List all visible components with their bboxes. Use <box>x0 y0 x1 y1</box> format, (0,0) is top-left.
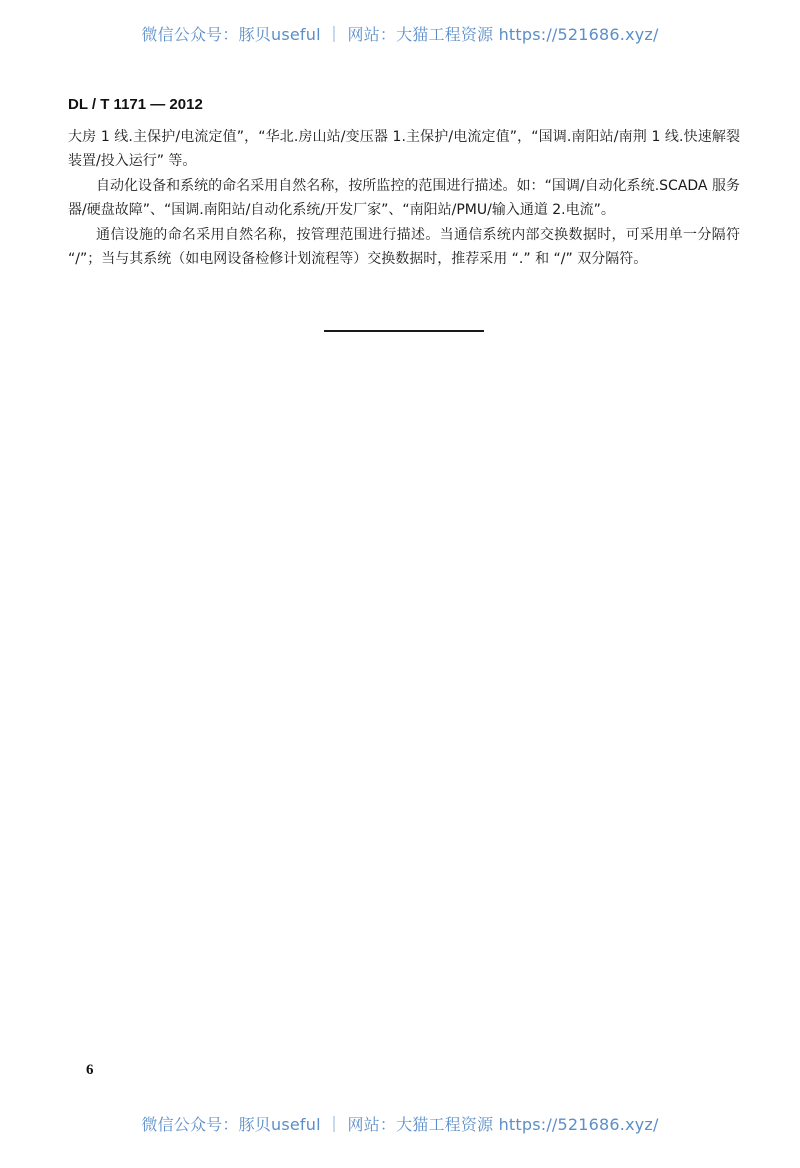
paragraph-continuation: 大房 1 线.主保护/电流定值”，“华北.房山站/变压器 1.主保护/电流定值”，“国调.南阳站/南荆 1 线.快速解裂装置/投入运行” 等。 <box>68 129 740 169</box>
watermark-bottom: 微信公众号：豚贝useful ｜ 网站：大猫工程资源 https://521686.xyz/ <box>141 1115 659 1134</box>
end-of-text-rule <box>324 330 484 332</box>
watermark-top: 微信公众号：豚贝useful ｜ 网站：大猫工程资源 https://521686.xyz/ <box>141 25 659 44</box>
standard-code-header: DL / T 1171 — 2012 <box>68 96 203 113</box>
document-body <box>68 126 740 273</box>
paragraph-automation-naming: 自动化设备和系统的命名采用自然名称，按所监控的范围进行描述。如：“国调/自动化系统.SCADA 服务器/硬盘故障”、“国调.南阳站/自动化系统/开发厂家”、“南阳站/PMU/输入通道 2.电流”。 <box>68 178 740 218</box>
paragraph-communication-naming: 通信设施的命名采用自然名称，按管理范围进行描述。当通信系统内部交换数据时，可采用单一分隔符 “/”；当与其系统（如电网设备检修计划流程等）交换数据时，推荐采用 “.” 和 “/” 双分隔符。 <box>68 227 740 267</box>
page-number: 6 <box>86 1062 94 1078</box>
